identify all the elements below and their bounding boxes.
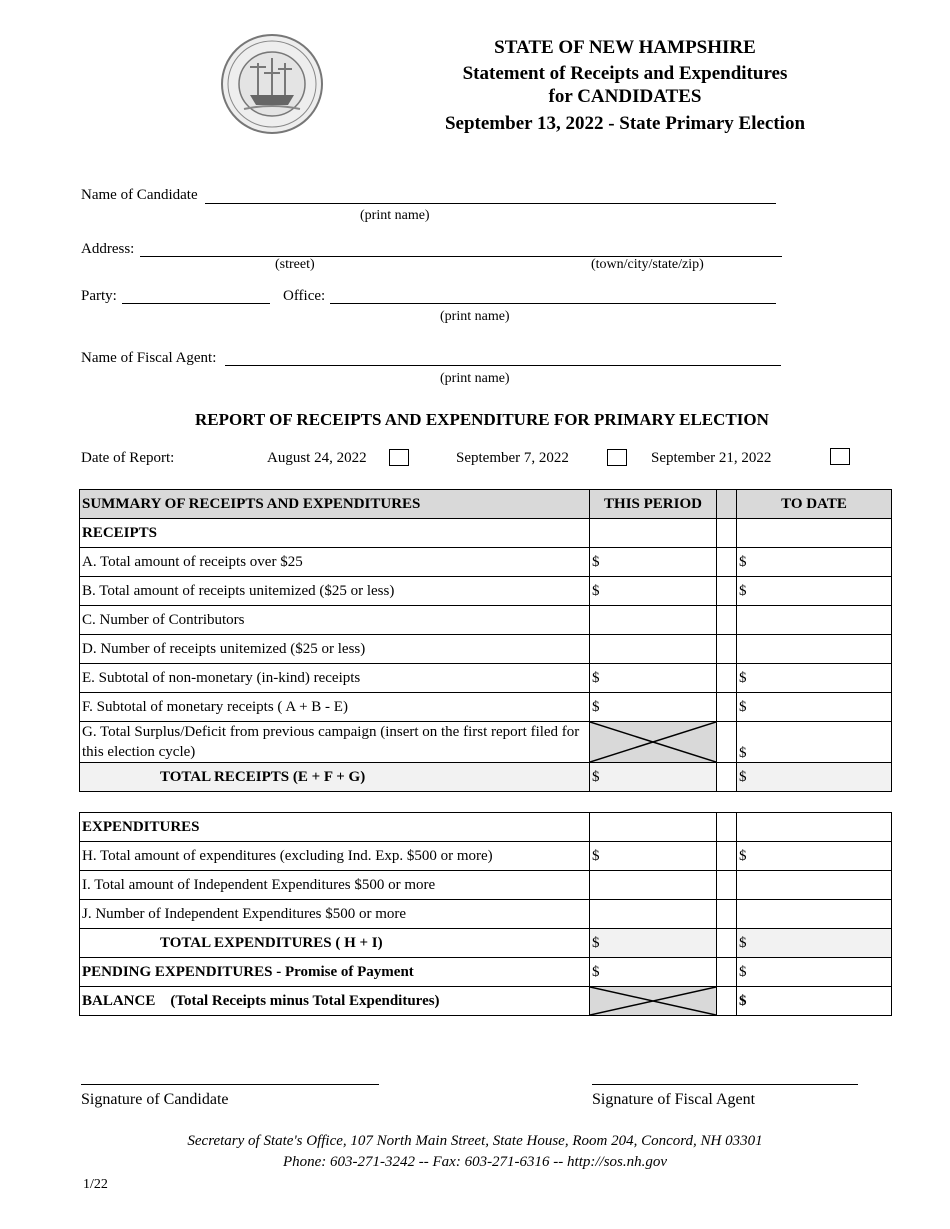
fiscal-agent-field[interactable]	[225, 365, 781, 366]
balance-row	[80, 987, 892, 1016]
this-period-input[interactable]	[590, 900, 717, 929]
empty-cell	[737, 813, 892, 842]
this-period-input[interactable]: $	[590, 548, 717, 577]
this-period-input[interactable]	[590, 606, 717, 635]
spacer-cell	[717, 900, 737, 929]
crossed-out-cell	[590, 987, 717, 1016]
table-row	[80, 548, 892, 577]
candidate-name-label: Name of Candidate	[81, 187, 198, 203]
total-expenditures-label: TOTAL EXPENDITURES ( H + I)	[80, 929, 590, 958]
row-label: C. Number of Contributors	[80, 606, 590, 635]
to-date-input[interactable]: $	[737, 693, 892, 722]
col-this-period: THIS PERIOD	[590, 490, 717, 519]
election-title: September 13, 2022 - State Primary Election	[444, 113, 806, 134]
table-row	[80, 842, 892, 871]
to-date-input[interactable]: $	[737, 548, 892, 577]
date-option-sep21-label: September 21, 2022	[651, 450, 772, 466]
street-hint: (street)	[275, 257, 315, 272]
to-date-input[interactable]: $	[737, 763, 892, 792]
receipts-heading: RECEIPTS	[80, 519, 590, 548]
spacer-cell	[717, 548, 737, 577]
to-date-input[interactable]: $	[737, 664, 892, 693]
this-period-input[interactable]: $	[590, 664, 717, 693]
total-expenditures-row	[80, 929, 892, 958]
report-title: REPORT OF RECEIPTS AND EXPENDITURE FOR PRIMARY ELECTION	[195, 410, 769, 429]
row-label: F. Subtotal of monetary receipts ( A + B - E)	[80, 693, 590, 722]
to-date-input[interactable]: $	[737, 722, 892, 763]
state-seal-icon	[220, 33, 324, 135]
empty-cell	[590, 813, 717, 842]
summary-header-row	[80, 490, 892, 519]
this-period-input[interactable]	[590, 635, 717, 664]
row-label: D. Number of receipts unitemized ($25 or less)	[80, 635, 590, 664]
party-field[interactable]	[122, 303, 270, 304]
spacer-cell	[717, 871, 737, 900]
summary-title: SUMMARY OF RECEIPTS AND EXPENDITURES	[80, 490, 590, 519]
spacer-cell	[717, 693, 737, 722]
expenditures-table	[79, 812, 892, 1016]
office-field[interactable]	[330, 303, 776, 304]
table-row	[80, 577, 892, 606]
table-row	[80, 635, 892, 664]
crossed-out-cell	[590, 722, 717, 763]
candidate-signature-label: Signature of Candidate	[81, 1091, 229, 1108]
spacer-cell	[717, 929, 737, 958]
to-date-input[interactable]: $	[737, 842, 892, 871]
table-row	[80, 664, 892, 693]
form-code: 1/22	[83, 1177, 108, 1192]
candidate-signature-line[interactable]	[81, 1084, 379, 1085]
fiscal-agent-hint: (print name)	[440, 371, 510, 386]
row-label: A. Total amount of receipts over $25	[80, 548, 590, 577]
this-period-input[interactable]	[590, 871, 717, 900]
this-period-input[interactable]: $	[590, 842, 717, 871]
pending-expenditures-row	[80, 958, 892, 987]
date-option-sep7-label: September 7, 2022	[456, 450, 569, 466]
table-row	[80, 871, 892, 900]
this-period-input[interactable]: $	[590, 929, 717, 958]
pending-expenditures-label: PENDING EXPENDITURES - Promise of Payment	[80, 958, 590, 987]
to-date-input[interactable]	[737, 635, 892, 664]
to-date-input[interactable]	[737, 871, 892, 900]
spacer-cell	[717, 577, 737, 606]
date-of-report-label: Date of Report:	[81, 450, 175, 466]
this-period-input[interactable]: $	[590, 577, 717, 606]
table-row	[80, 900, 892, 929]
spacer-cell	[717, 763, 737, 792]
footer-address: Secretary of State's Office, 107 North Main Street, State House, Room 204, Concord, NH 03301	[187, 1133, 763, 1149]
party-label: Party:	[81, 288, 117, 304]
to-date-input[interactable]: $	[737, 987, 892, 1016]
expenditures-heading: EXPENDITURES	[80, 813, 590, 842]
row-label: J. Number of Independent Expenditures $500 or more	[80, 900, 590, 929]
spacer-cell	[717, 813, 737, 842]
empty-cell	[590, 519, 717, 548]
date-option-sep21-checkbox[interactable]	[830, 448, 850, 465]
candidate-name-hint: (print name)	[360, 208, 430, 223]
receipts-heading-row	[80, 519, 892, 548]
office-label: Office:	[283, 288, 326, 304]
to-date-input[interactable]: $	[737, 929, 892, 958]
state-title: STATE OF NEW HAMPSHIRE	[494, 37, 756, 58]
this-period-input[interactable]: $	[590, 958, 717, 987]
row-label: H. Total amount of expenditures (excluding Ind. Exp. $500 or more)	[80, 842, 590, 871]
this-period-input[interactable]: $	[590, 693, 717, 722]
to-date-input[interactable]: $	[737, 577, 892, 606]
candidate-name-field[interactable]	[205, 203, 776, 204]
table-row	[80, 606, 892, 635]
spacer-cell	[717, 490, 737, 519]
row-label: E. Subtotal of non-monetary (in-kind) receipts	[80, 664, 590, 693]
date-option-aug24-checkbox[interactable]	[389, 449, 409, 466]
footer-contact: Phone: 603-271-3242 -- Fax: 603-271-6316 -- http://sos.nh.gov	[282, 1154, 668, 1170]
spacer-cell	[717, 519, 737, 548]
to-date-input[interactable]	[737, 900, 892, 929]
balance-label: BALANCE (Total Receipts minus Total Expenditures)	[80, 987, 590, 1016]
to-date-input[interactable]	[737, 606, 892, 635]
total-receipts-label: TOTAL RECEIPTS (E + F + G)	[80, 763, 590, 792]
address-label: Address:	[81, 241, 135, 257]
date-option-sep7-checkbox[interactable]	[607, 449, 627, 466]
total-receipts-row	[80, 763, 892, 792]
office-hint: (print name)	[440, 309, 510, 324]
fiscal-agent-signature-label: Signature of Fiscal Agent	[592, 1091, 756, 1108]
spacer-cell	[717, 722, 737, 763]
receipts-table	[79, 489, 892, 792]
table-row	[80, 693, 892, 722]
empty-cell	[737, 519, 892, 548]
spacer-cell	[717, 606, 737, 635]
to-date-input[interactable]: $	[737, 958, 892, 987]
spacer-cell	[717, 958, 737, 987]
form-title: Statement of Receipts and Expenditures	[462, 63, 788, 84]
row-label: G. Total Surplus/Deficit from previous campaign (insert on the first report filed for this election cycle)	[80, 722, 590, 763]
this-period-input[interactable]: $	[590, 763, 717, 792]
row-label: I. Total amount of Independent Expenditures $500 or more	[80, 871, 590, 900]
spacer-cell	[717, 842, 737, 871]
form-subtitle: for CANDIDATES	[548, 86, 702, 107]
expenditures-heading-row	[80, 813, 892, 842]
spacer-cell	[717, 987, 737, 1016]
date-option-aug24-label: August 24, 2022	[267, 450, 367, 466]
row-label: B. Total amount of receipts unitemized ($25 or less)	[80, 577, 590, 606]
spacer-cell	[717, 664, 737, 693]
town-hint: (town/city/state/zip)	[591, 257, 704, 272]
col-to-date: TO DATE	[737, 490, 892, 519]
table-row	[80, 722, 892, 763]
fiscal-agent-label: Name of Fiscal Agent:	[81, 350, 217, 366]
spacer-cell	[717, 635, 737, 664]
fiscal-agent-signature-line[interactable]	[592, 1084, 858, 1085]
